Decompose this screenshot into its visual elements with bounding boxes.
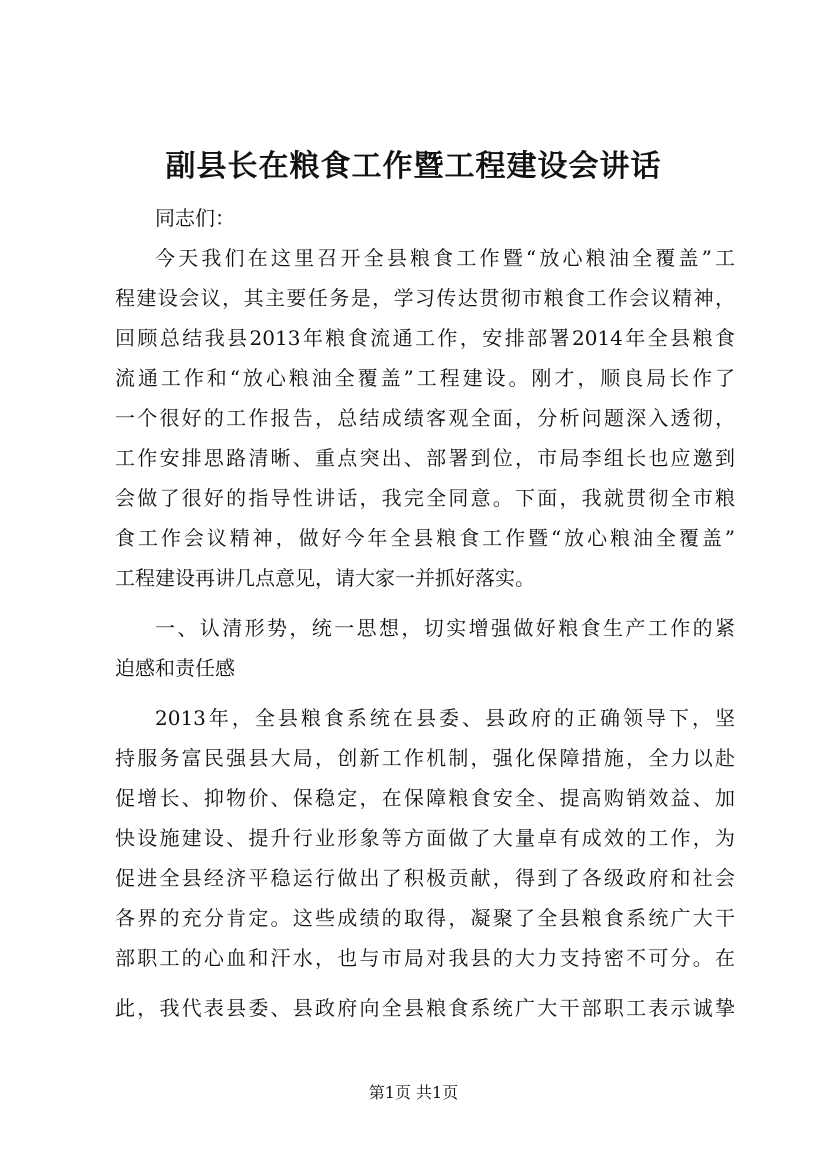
paragraph-line: 会做了很好的指导性讲话，我完全同意。下面，我就贯彻全市粮 [115,486,735,510]
paragraph-line: 回顾总结我县2013年粮食流通工作，安排部署2014年全县粮食 [115,326,735,350]
paragraph-line: 流通工作和“放心粮油全覆盖”工程建设。刚才，顺良局长作了 [115,366,735,390]
paragraph-line: 各界的充分肯定。这些成绩的取得，凝聚了全县粮食系统广大干 [115,906,735,930]
paragraph-line: 一个很好的工作报告，总结成绩客观全面，分析问题深入透彻， [115,406,735,430]
paragraph-line: 部职工的心血和汗水，也与市局对我县的大力支持密不可分。在 [115,946,735,970]
page-number-footer: 第1页 共1页 [368,1083,459,1102]
paragraph-line: 程建设会议，其主要任务是，学习传达贯彻市粮食工作会议精神， [115,286,735,310]
paragraph-line: 食工作会议精神，做好今年全县粮食工作暨“放心粮油全覆盖” [115,526,735,550]
paragraph-line: 工程建设再讲几点意见，请大家一并抓好落实。 [115,566,535,590]
section-heading-line: 一、认清形势，统一思想，切实增强做好粮食生产工作的紧 [155,616,735,640]
salutation-line: 同志们： [155,206,235,230]
paragraph-line: 此，我代表县委、县政府向全县粮食系统广大干部职工表示诚挚 [115,996,735,1020]
paragraph-line: 促增长、抑物价、保稳定，在保障粮食安全、提高购销效益、加 [115,786,735,810]
paragraph-line: 促进全县经济平稳运行做出了积极贡献，得到了各级政府和社会 [115,866,735,890]
paragraph-line: 快设施建设、提升行业形象等方面做了大量卓有成效的工作，为 [115,826,735,850]
document-title: 副县长在粮食工作暨工程建设会讲话 [165,149,662,184]
section-heading-line: 迫感和责任感 [115,656,235,680]
paragraph-line: 工作安排思路清晰、重点突出、部署到位，市局李组长也应邀到 [115,446,735,470]
paragraph-line: 持服务富民强县大局，创新工作机制，强化保障措施，全力以赴 [115,746,735,770]
paragraph-line: 今天我们在这里召开全县粮食工作暨“放心粮油全覆盖”工 [155,246,735,270]
paragraph-line: 2013年，全县粮食系统在县委、县政府的正确领导下，坚 [155,706,735,730]
